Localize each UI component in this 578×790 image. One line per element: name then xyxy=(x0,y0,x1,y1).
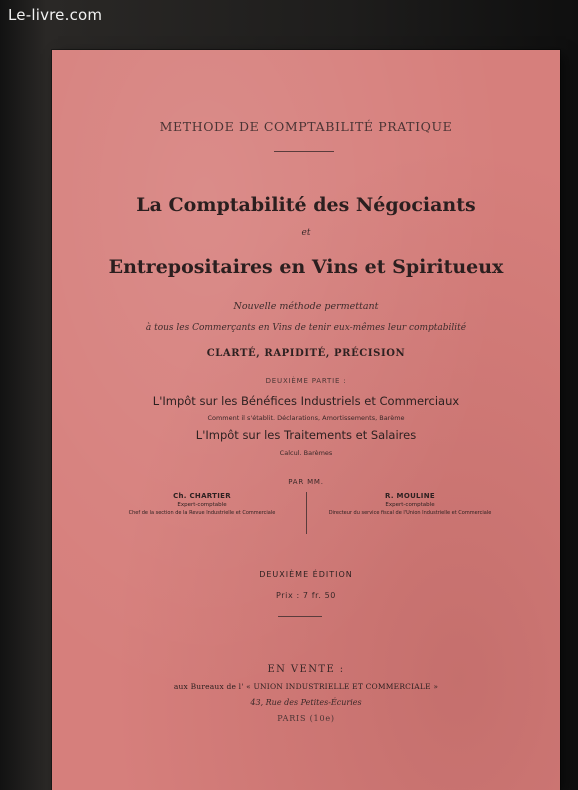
book-cover xyxy=(52,50,560,790)
motto: CLARTÉ, RAPIDITÉ, PRÉCISION xyxy=(206,348,406,359)
title-conjunction: et xyxy=(301,228,311,238)
topic-2-subtitle: Calcul. Barèmes xyxy=(279,449,333,457)
series-title: METHODE DE COMPTABILITÉ PRATIQUE xyxy=(159,119,453,134)
title-line-2: Entrepositaires en Vins et Spiritueux xyxy=(108,256,504,278)
author-left xyxy=(102,492,302,517)
part-heading: DEUXIÈME PARTIE : xyxy=(265,377,347,385)
author-right-name: R. MOULINE xyxy=(385,492,435,500)
sale-heading: EN VENTE : xyxy=(267,664,345,675)
author-right xyxy=(310,492,510,517)
topic-2: L'Impôt sur les Traitements et Salaires xyxy=(195,428,417,442)
edition: DEUXIÈME ÉDITION xyxy=(259,570,353,579)
subtitle-line-2: à tous les Commerçants en Vins de tenir eux-mêmes leur comptabilité xyxy=(145,323,467,333)
authors-divider xyxy=(306,492,307,534)
sale-address: 43, Rue des Petites-Écuries xyxy=(250,698,362,707)
author-left-desc: Chef de la section de la Revue Industrielle et Commerciale xyxy=(128,510,276,516)
author-right-role: Expert-comptable xyxy=(385,502,435,508)
sale-bureaux: aux Bureaux de l' « UNION INDUSTRIELLE ET COMMERCIALE » xyxy=(173,682,439,691)
series-divider xyxy=(274,151,334,152)
subtitle-line-1: Nouvelle méthode permettant xyxy=(233,301,379,312)
price-divider xyxy=(278,616,322,617)
title-line-1: La Comptabilité des Négociants xyxy=(136,194,476,216)
watermark: Le-livre.com xyxy=(8,6,103,24)
author-right-desc: Directeur du service fiscal de l'Union Industrielle et Commerciale xyxy=(328,510,492,516)
topic-1-subtitle: Comment il s'établit. Déclarations, Amortissements, Barème xyxy=(207,414,405,422)
topic-1: L'Impôt sur les Bénéfices Industriels et Commerciaux xyxy=(152,394,460,408)
price: Prix : 7 fr. 50 xyxy=(276,591,336,600)
author-left-role: Expert-comptable xyxy=(177,502,227,508)
authors-by: PAR MM. xyxy=(288,478,324,486)
author-left-name: Ch. CHARTIER xyxy=(173,492,231,500)
sale-city: PARIS (10e) xyxy=(277,714,335,723)
